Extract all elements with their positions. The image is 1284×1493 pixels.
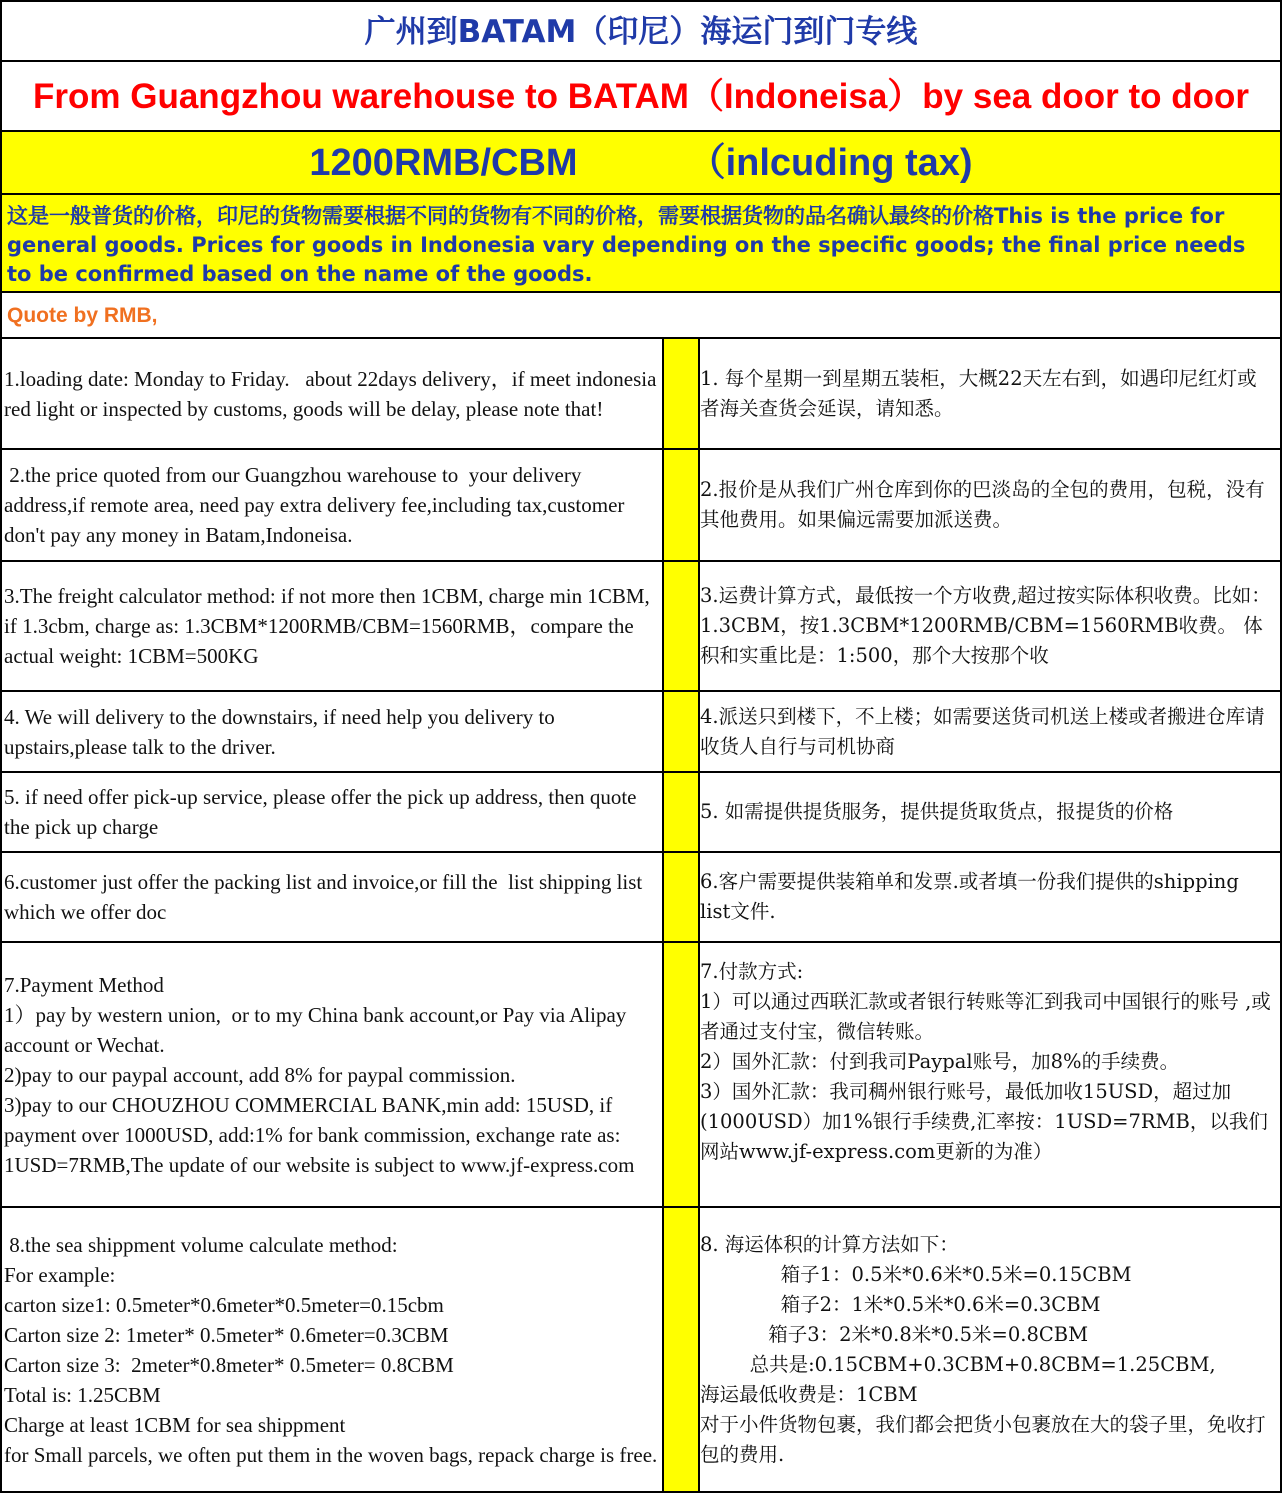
terms-chinese: 2.报价是从我们广州仓库到你的巴淡岛的全包的费用，包税，没有其他费用。如果偏远需要加派送费。 <box>700 478 1265 531</box>
page-title-chinese: 广州到BATAM（印尼）海运门到门专线 <box>0 0 1282 62</box>
terms-chinese: 7.付款方式: 1）可以通过西联汇款或者银行转账等汇到我司中国银行的账号 ,或者通过支付宝，微信转账。 2）国外汇款：付到我司Paypal账号，加8%的手续费。 3）国外汇款：我司稠州银行账号，最低加收15USD，超过加(1000USD）加1%银行手续费,汇率按：1USD=7RMB，以我们网站www.jf-express.com更新的为准） <box>700 960 1271 1163</box>
terms-english: 8.the sea shippment volume calculate method: For example: carton size1: 0.5meter*0.6meter*0.5meter=0.15cbm Carton size 2: 1meter* 0.5meter* 0.6meter=0.3CBM Carton size 3: 2meter*0.8meter* 0.5meter= 0.8CBM Total is: 1.25CBM Charge at least 1CBM for sea shippment for Small parcels, we often put them in the woven bags, repack charge is free. <box>4 1232 658 1467</box>
price-value: 1200RMB/CBM <box>309 142 578 184</box>
divider-column <box>662 853 700 941</box>
terms-english: 3.The freight calculator method: if not more then 1CBM, charge min 1CBM, if 1.3cbm, charge as: 1.3CBM*1200RMB/CBM=1560RMB，compare the actual weight: 1CBM=500KG <box>4 584 656 668</box>
terms-row-7 <box>0 941 1282 1208</box>
terms-row-5 <box>0 771 1282 853</box>
terms-row-2 <box>0 448 1282 562</box>
price-tax-note: （inlcuding tax) <box>687 142 973 184</box>
terms-chinese: 4.派送只到楼下，不上楼；如需要送货司机送上楼或者搬进仓库请收货人自行与司机协商 <box>700 704 1265 758</box>
terms-chinese: 1. 每个星期一到星期五装柜，大概22天左右到，如遇印尼红灯或者海关查货会延误，请知悉。 <box>700 366 1257 420</box>
terms-chinese: 8. 海运体积的计算方法如下： 箱子1：0.5米*0.6米*0.5米=0.15CBM 箱子2：1米*0.5米*0.6米=0.3CBM 箱子3：2米*0.8米*0.5米=0.8CBM 总共是:0.15CBM+0.3CBM+0.8CBM=1.25CBM, 海运最低收费是：1CBM 对于小件货物包裹，我们都会把货小包裹放在大的袋子里，免收打包的费用. <box>700 1232 1266 1466</box>
divider-column <box>662 562 700 690</box>
divider-column <box>662 1208 700 1491</box>
terms-english: 7.Payment Method 1）pay by western union, or to my China bank account,or Pay via Alipay account or Wechat. 2)pay to our paypal account, add 8% for paypal commission. 3)pay to our CHOUZHOU COMMERCIAL BANK,min add: 15USD, if payment over 1000USD, add:1% for bank commission, exchange rate as: 1USD=7RMB,The update of our website is subject to www.jf-express.com <box>4 972 635 1177</box>
divider-column <box>662 773 700 851</box>
quote-currency-label: Quote by RMB, <box>0 291 1282 339</box>
divider-column <box>662 339 700 448</box>
terms-row-8 <box>0 1206 1282 1493</box>
divider-column <box>662 692 700 771</box>
terms-row-4 <box>0 690 1282 773</box>
terms-english: 4. We will delivery to the downstairs, if need help you delivery to upstairs,please talk to the driver. <box>4 704 561 759</box>
terms-chinese: 5. 如需提供提货服务，提供提货取货点，报提货的价格 <box>700 800 1174 823</box>
terms-row-3 <box>0 560 1282 692</box>
terms-chinese: 3.运费计算方式，最低按一个方收费,超过按实际体积收费。比如：1.3CBM，按1.3CBM*1200RMB/CBM=1560RMB收费。 体积和实重比是：1:500，那个大按那个收 <box>700 584 1271 667</box>
divider-column <box>662 943 700 1206</box>
price-banner <box>0 130 1282 195</box>
terms-english: 5. if need offer pick-up service, please offer the pick up address, then quote the pick up charge <box>4 785 642 839</box>
terms-chinese: 6.客户需要提供装箱单和发票.或者填一份我们提供的shipping list文件. <box>700 870 1246 923</box>
general-goods-notice: 这是一般普货的价格，印尼的货物需要根据不同的货物有不同的价格，需要根据货物的品名确认最终的价格This is the price for general goods. Prices for goods in Indonesia vary depending on the specific goods; the final price needs to be confirmed based on the name of the goods. <box>0 193 1282 293</box>
page-title-english: From Guangzhou warehouse to BATAM（Indoneisa）by sea door to door <box>0 60 1282 132</box>
divider-column <box>662 450 700 560</box>
terms-row-6 <box>0 851 1282 943</box>
terms-row-1 <box>0 337 1282 450</box>
terms-english: 6.customer just offer the packing list and invoice,or fill the list shipping list which we offer doc <box>4 870 648 924</box>
terms-english: 2.the price quoted from our Guangzhou warehouse to your delivery address,if remote area, need pay extra delivery fee,including tax,customer don't pay any money in Batam,Indoneisa. <box>4 463 630 547</box>
terms-english: 1.loading date: Monday to Friday. about 22days delivery，if meet indonesia red light or inspected by customs, goods will be delay, please note that! <box>4 366 662 421</box>
